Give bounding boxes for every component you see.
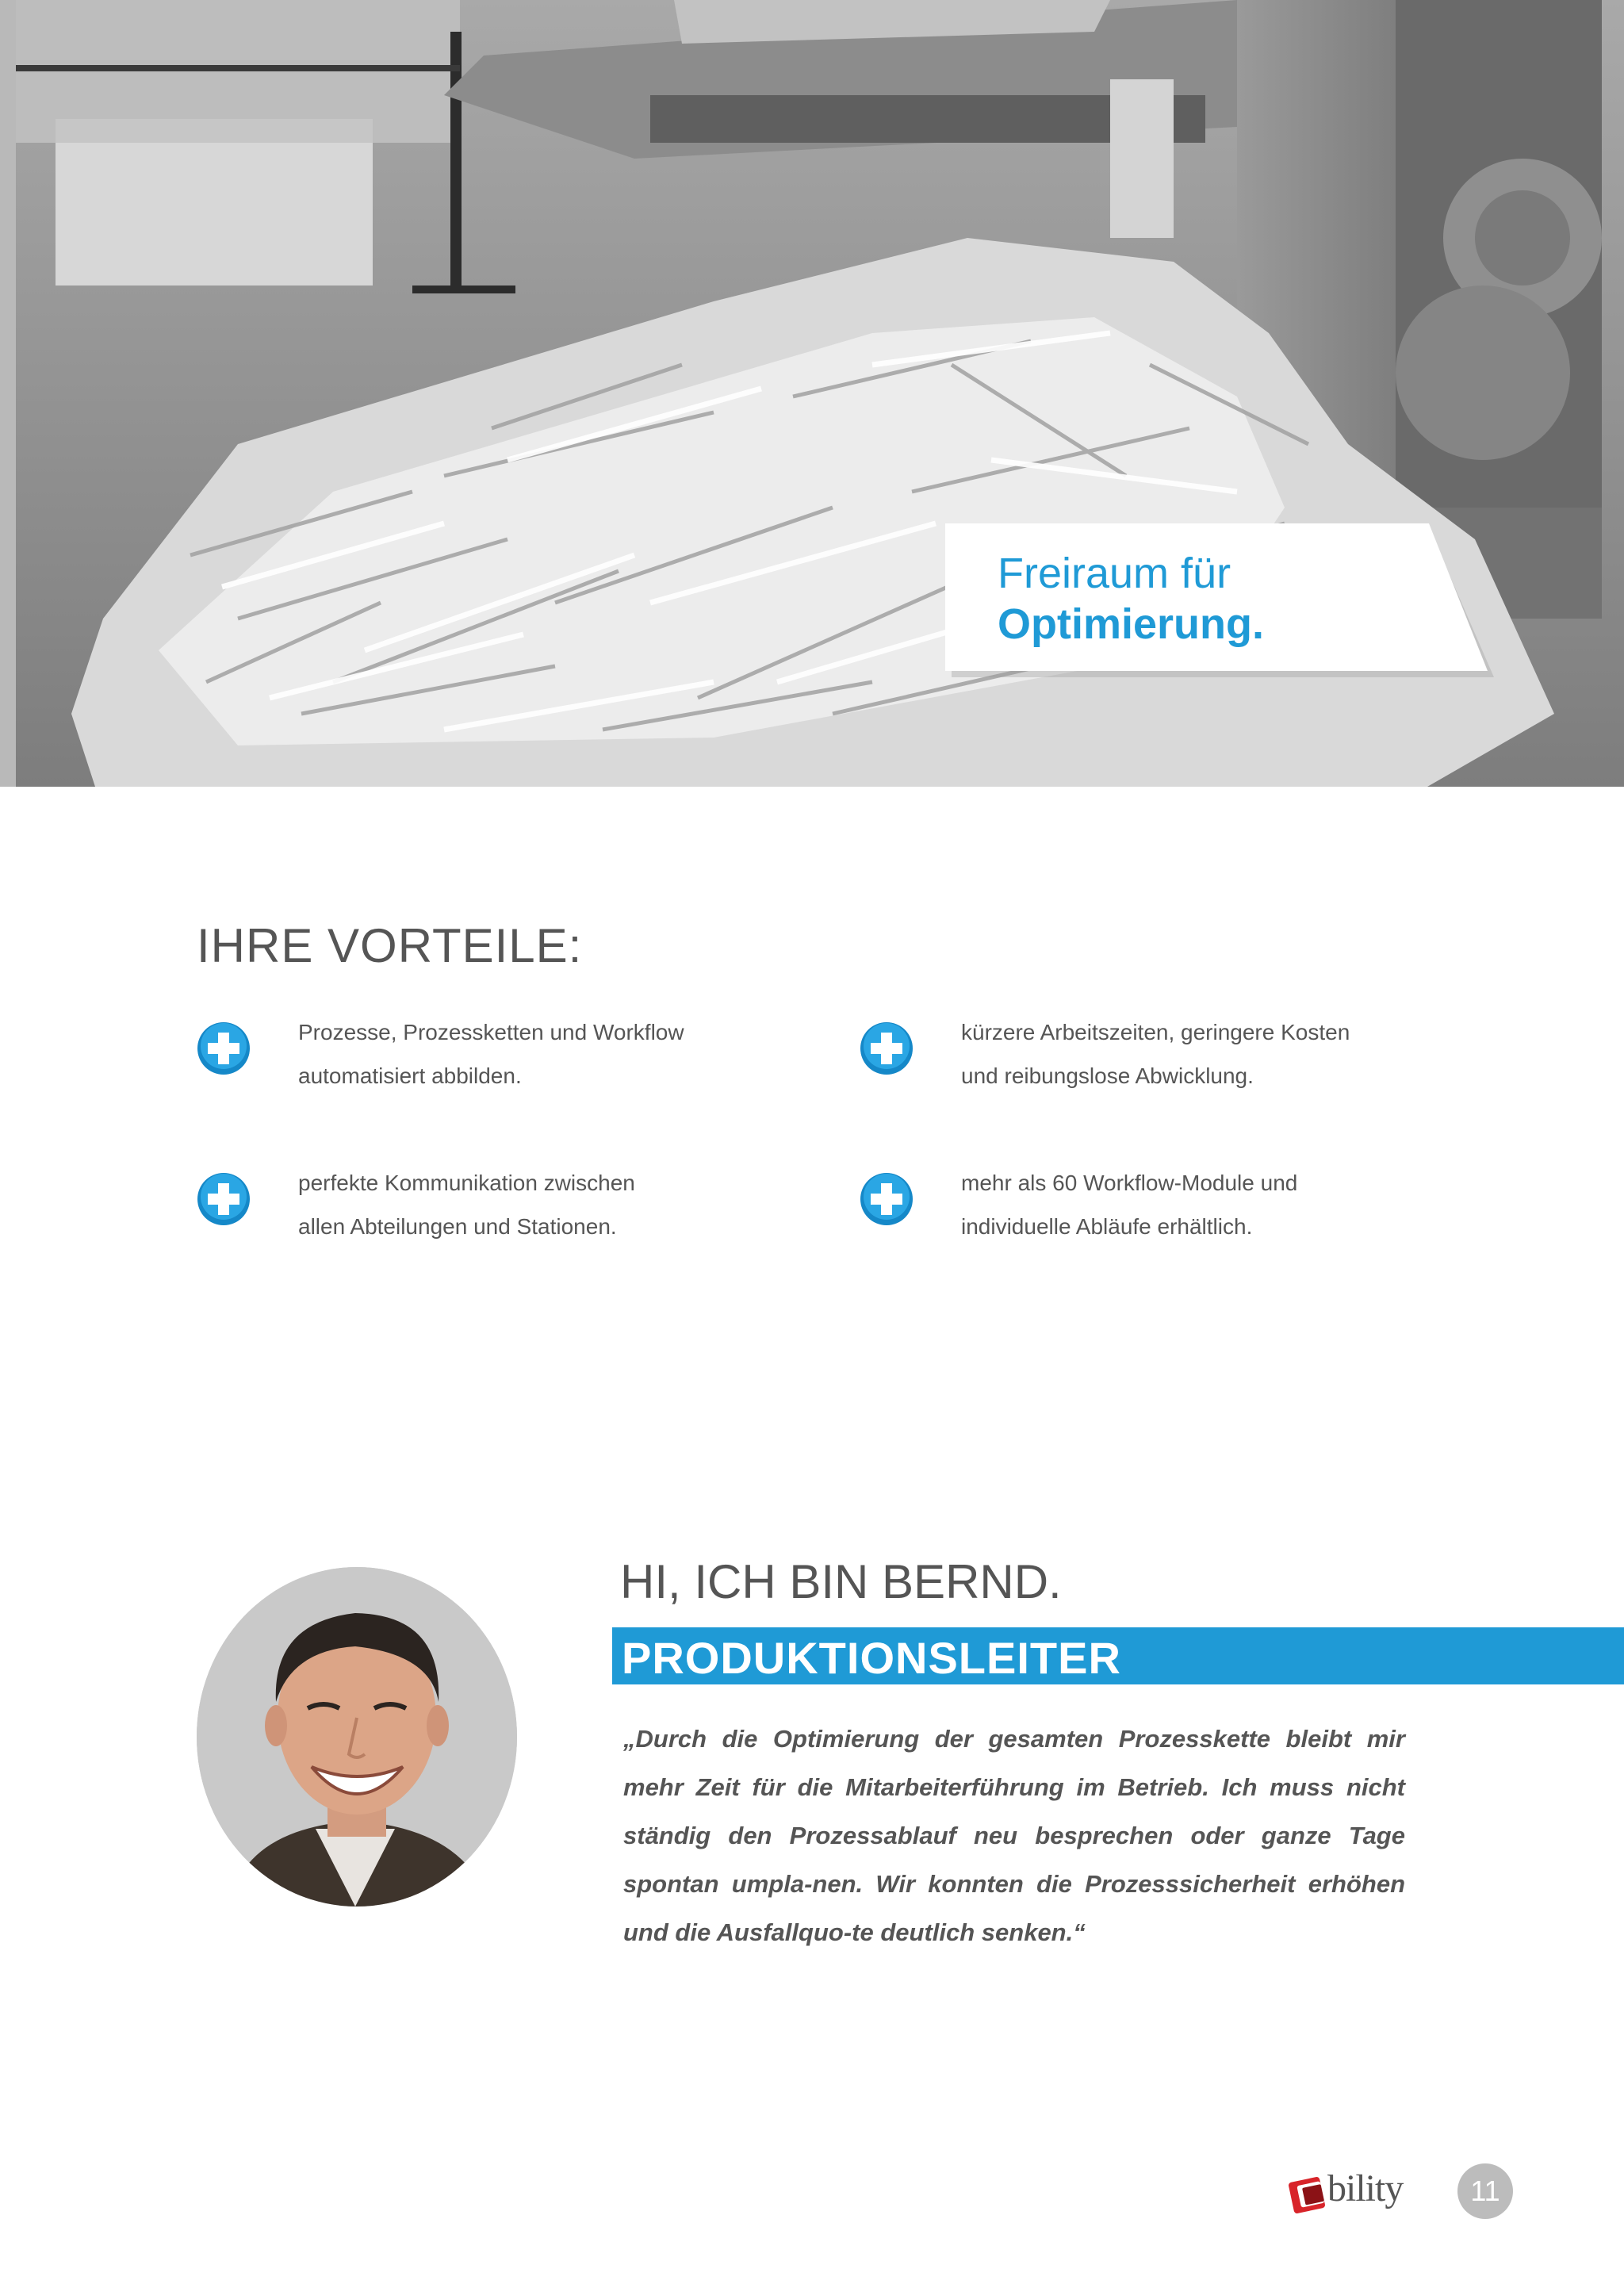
benefit-item-2 xyxy=(860,1010,1431,1106)
benefit-text xyxy=(961,1010,1437,1098)
benefit-line-1: perfekte Kommunikation zwischen xyxy=(298,1171,635,1195)
callout-line-2: Optimierung. xyxy=(998,600,1264,648)
plus-circle-icon xyxy=(197,1172,251,1226)
person-portrait xyxy=(197,1567,517,1907)
benefit-item-4 xyxy=(860,1161,1431,1256)
benefit-line-2: individuelle Abläufe erhältlich. xyxy=(961,1214,1253,1239)
benefit-line-1: kürzere Arbeitszeiten, geringere Kosten xyxy=(961,1020,1350,1044)
logo-mark-icon xyxy=(1288,2173,1332,2216)
portrait-photo xyxy=(197,1567,517,1907)
benefit-text xyxy=(961,1161,1437,1248)
benefits-title: IHRE VORTEILE: xyxy=(197,919,583,972)
benefit-text xyxy=(298,1161,774,1248)
hero-edge-strip xyxy=(0,0,16,787)
testimonial-quote: „Durch die Optimierung der gesamten Prozesskette bleibt mir mehr Zeit für die Mitarbeiterführung im Betrieb. Ich muss nicht ständig den Prozessablauf neu besprechen oder ganze Tage spontan umpla-nen. Wir konnten die Prozesssicherheit erhöhen und die Ausfallquo-te deutlich senken.“ xyxy=(623,1725,1405,1946)
benefit-line-2: automatisiert abbilden. xyxy=(298,1063,522,1088)
plus-circle-icon xyxy=(860,1172,914,1226)
plus-circle-icon xyxy=(197,1021,251,1075)
brand-logo xyxy=(1288,2167,1407,2216)
page-number: 11 xyxy=(1457,2163,1513,2219)
callout-line-1: Freiraum für xyxy=(998,550,1231,597)
benefit-line-2: allen Abteilungen und Stationen. xyxy=(298,1214,617,1239)
benefit-item-3 xyxy=(197,1161,768,1256)
hero-image xyxy=(0,0,1624,787)
logo-text: bility xyxy=(1327,2167,1404,2209)
benefit-text xyxy=(298,1010,774,1098)
hero-callout xyxy=(945,523,1494,677)
greeting-heading: HI, ICH BIN BERND. xyxy=(620,1555,1062,1608)
plus-circle-icon xyxy=(860,1021,914,1075)
benefit-line-2: und reibungslose Abwicklung. xyxy=(961,1063,1254,1088)
role-banner xyxy=(612,1627,1624,1684)
benefit-line-1: mehr als 60 Workflow-Module und xyxy=(961,1171,1298,1195)
benefit-item-1 xyxy=(197,1010,768,1106)
benefit-line-1: Prozesse, Prozessketten und Workflow xyxy=(298,1020,684,1044)
role-title: PRODUKTIONSLEITER xyxy=(622,1633,1121,1683)
